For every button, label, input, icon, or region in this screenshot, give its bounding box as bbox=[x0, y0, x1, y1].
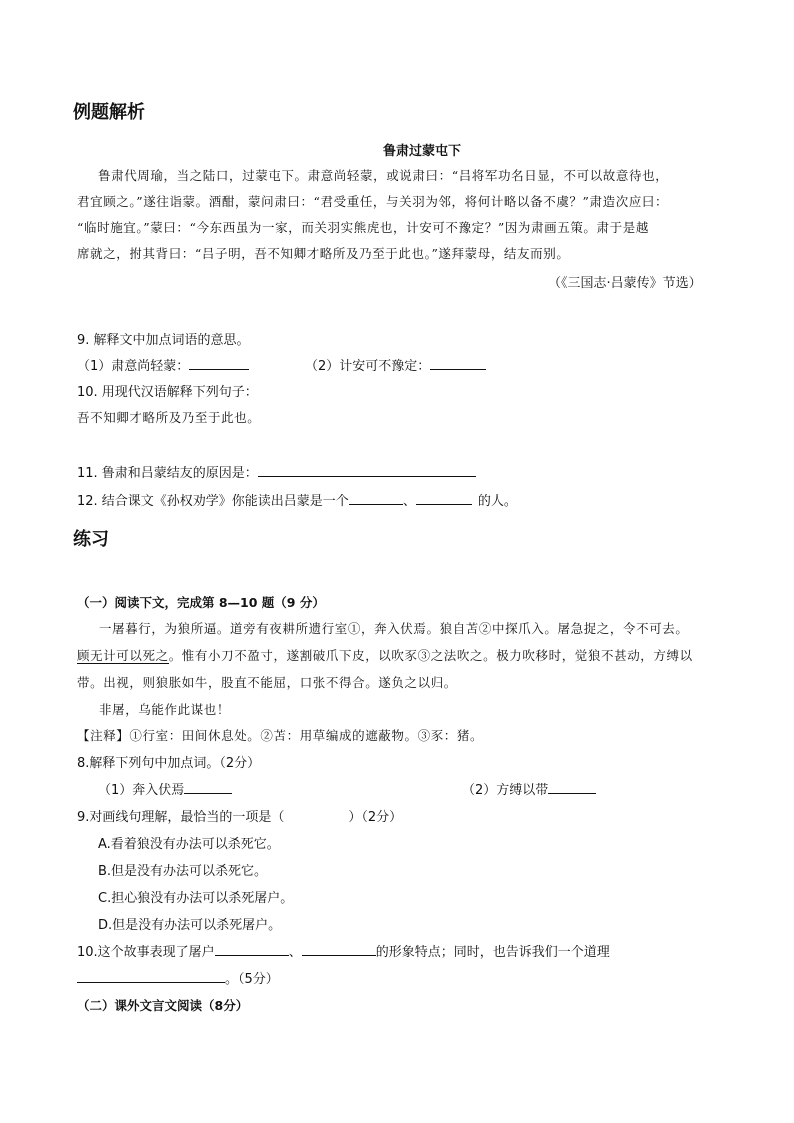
question-9-practice bbox=[77, 806, 402, 825]
passage-line-2: 君宜顾之。”遂往诣蒙。酒酣，蒙问肃曰：“君受重任，与关羽为邻，将何计略以备不虞？”肃造次应曰： bbox=[77, 194, 669, 209]
question-8-2 bbox=[462, 779, 596, 798]
question-12-label-b: 的人。 bbox=[477, 494, 517, 509]
option-d: D.但是没有办法可以杀死屠户。 bbox=[98, 918, 282, 933]
question-10-practice-label-a: 10.这个故事表现了屠户 bbox=[77, 945, 215, 960]
question-10-practice-separator: 、 bbox=[288, 945, 302, 960]
answer-blank[interactable] bbox=[302, 943, 376, 956]
section-heading-practice: 练习 bbox=[73, 529, 109, 550]
question-10: 10. 用现代汉语解释下列句子： bbox=[77, 385, 258, 400]
reading-line-3: 带。出视，则狼胀如牛，股直不能屈，口张不得合。遂负之以归。 bbox=[77, 675, 457, 690]
question-10-practice-line2 bbox=[77, 968, 279, 987]
question-9-1 bbox=[77, 355, 249, 374]
annotation-note: 【注释】①行室：田间休息处。②苫：用草编成的遮蔽物。③豕：猪。 bbox=[77, 728, 484, 743]
passage-title bbox=[0, 140, 794, 159]
answer-blank[interactable] bbox=[430, 357, 486, 370]
passage-line-4: 席就之，拊其背曰：“吕子明，吾不知卿才略所及乃至于此也。”遂拜蒙母，结友而别。 bbox=[77, 246, 570, 261]
passage-line-3: “临时施宜。”蒙曰：“今东西虽为一家，而关羽实熊虎也，计安可不豫定？”因为肃画五策。肃于是越 bbox=[77, 220, 649, 235]
answer-blank[interactable] bbox=[258, 464, 476, 477]
question-11-label: 11. 鲁肃和吕蒙结友的原因是： bbox=[77, 466, 258, 481]
question-9-1-label: （1）肃意尚轻蒙： bbox=[77, 359, 190, 374]
question-9-2-label: （2）计安可不豫定： bbox=[305, 359, 431, 374]
reading-line-2-rest: 。惟有小刀不盈寸，遂割破爪下皮，以吹豕③之法吹之。极力吹移时，觉狼不甚动，方缚以 bbox=[168, 648, 693, 663]
part-1-title: （一）阅读下文，完成第 8—10 题（9 分） bbox=[77, 595, 325, 610]
underlined-sentence: 顾无计可以死之 bbox=[77, 648, 169, 663]
answer-blank[interactable] bbox=[215, 943, 289, 956]
question-11 bbox=[77, 462, 476, 481]
option-b: B.但是没有办法可以杀死它。 bbox=[98, 864, 268, 879]
question-9: 9. 解释文中加点词语的意思。 bbox=[77, 333, 250, 348]
passage-title-text: 鲁肃过蒙屯下 bbox=[382, 144, 461, 159]
reading-line-4: 非屠，乌能作此谋也！ bbox=[99, 702, 231, 717]
answer-blank[interactable] bbox=[416, 492, 472, 505]
question-10-sentence: 吾不知卿才略所及乃至于此也。 bbox=[77, 410, 261, 425]
question-12-separator: 、 bbox=[402, 494, 416, 509]
option-c: C.担心狼没有办法可以杀死屠户。 bbox=[98, 891, 294, 906]
question-9-2 bbox=[305, 355, 486, 374]
question-10-practice bbox=[77, 941, 610, 960]
question-9-practice-label: 9.对画线句理解，最恰当的一项是（ bbox=[77, 810, 285, 825]
answer-blank[interactable] bbox=[184, 781, 232, 794]
question-12-label-a: 12. 结合课文《孙权劝学》你能读出吕蒙是一个 bbox=[77, 494, 349, 509]
question-8-1-label: （1）奔入伏焉 bbox=[98, 783, 185, 798]
part-2-title: （二）课外文言文阅读（8分） bbox=[77, 998, 249, 1013]
option-a: A.看着狼没有办法可以杀死它。 bbox=[98, 837, 280, 852]
answer-blank[interactable] bbox=[189, 357, 249, 370]
reading-line-2 bbox=[77, 646, 693, 664]
question-8: 8.解释下列句中加点词。（2分） bbox=[77, 756, 261, 771]
question-10-practice-label-c: 。（5分） bbox=[225, 972, 279, 987]
answer-blank[interactable] bbox=[349, 492, 403, 505]
question-10-practice-label-b: 的形象特点；同时，也告诉我们一个道理 bbox=[375, 945, 610, 960]
reading-line-1: 一屠暮行，为狼所逼。道旁有夜耕所遗行室①，奔入伏焉。狼自苫②中探爪入。屠急捉之，令不可去。 bbox=[99, 621, 689, 636]
question-9-practice-tail: ）（2分） bbox=[348, 810, 403, 825]
passage-line-1: 鲁肃代周瑜，当之陆口，过蒙屯下。肃意尚轻蒙，或说肃曰：“吕将军功名日显，不可以故意待也， bbox=[98, 168, 669, 183]
answer-blank[interactable] bbox=[548, 781, 596, 794]
question-8-2-label: （2）方缚以带 bbox=[462, 783, 549, 798]
answer-blank[interactable] bbox=[77, 970, 225, 983]
question-8-1 bbox=[98, 779, 232, 798]
question-12 bbox=[77, 490, 517, 509]
section-heading-example: 例题解析 bbox=[73, 102, 145, 123]
passage-source: （《三国志·吕蒙传》节选） bbox=[548, 276, 702, 291]
